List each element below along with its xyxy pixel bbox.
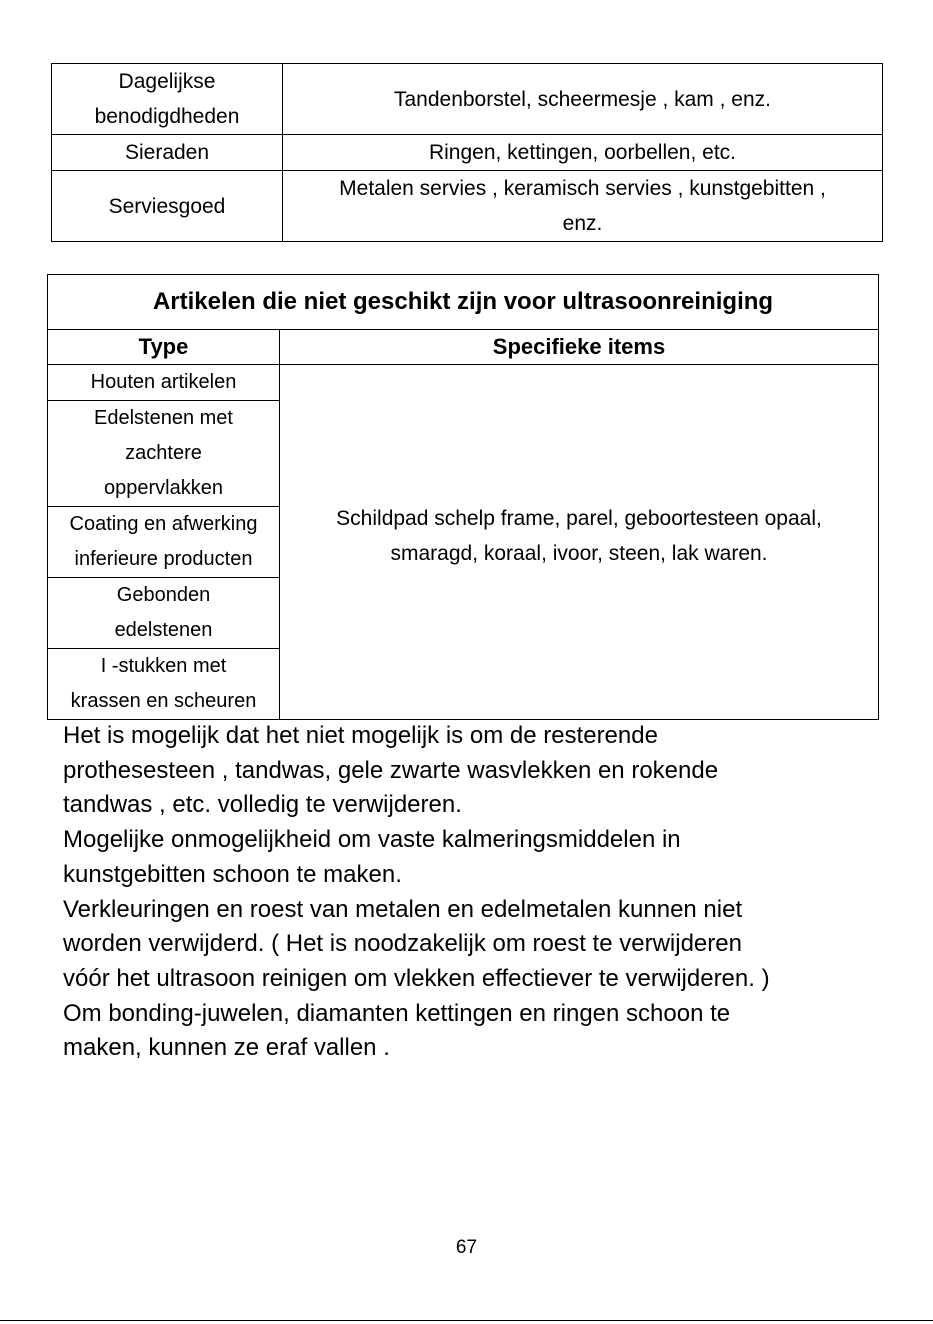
table-row [52, 171, 883, 242]
items-cell: Tandenborstel, scheermesje , kam , enz. [283, 64, 883, 135]
header-items: Specifieke items [280, 330, 879, 365]
unsuitable-items-table [47, 274, 879, 720]
header-type: Type [48, 330, 280, 365]
table-header-row [48, 330, 879, 365]
note-paragraph: Om bonding-juwelen, diamanten kettingen en ringen schoon te maken, kunnen ze eraf vallen . [63, 999, 731, 1062]
type-cell: Edelstenen met zachtere oppervlakken [48, 401, 280, 507]
type-cell: Coating en afwerking inferieure producten [48, 507, 280, 578]
table-title: Artikelen die niet geschikt zijn voor ultrasoonreiniging [48, 275, 879, 330]
note-paragraph: Het is mogelijk dat het niet mogelijk is om de resterende prothesesteen , tandwas, gele zwarte wasvlekken en rokende tandwas , etc. volledig te verwijderen. [63, 722, 719, 819]
table-row [52, 64, 883, 135]
items-cell: Ringen, kettingen, oorbellen, etc. [283, 135, 883, 171]
table-row [52, 135, 883, 171]
type-cell: Dagelijkse benodigdheden [52, 64, 283, 135]
suitable-items-table [51, 63, 883, 242]
type-cell: Gebonden edelstenen [48, 578, 280, 649]
page-number: 67 [455, 1237, 478, 1258]
type-cell: Houten artikelen [48, 365, 280, 401]
type-cell: Sieraden [52, 135, 283, 171]
type-cell: Serviesgoed [52, 171, 283, 242]
table-title-row [48, 275, 879, 330]
bottom-divider [0, 1320, 933, 1321]
table-row [48, 365, 879, 401]
note-paragraph: Verkleuringen en roest van metalen en edelmetalen kunnen niet worden verwijderd. ( Het is noodzakelijk om roest te verwijderen vóór het ultrasoon reinigen om vlekken effectiever te verwijderen. ) [63, 895, 770, 992]
items-cell: Schildpad schelp frame, parel, geboortesteen opaal, smaragd, koraal, ivoor, steen, lak waren. [280, 365, 879, 720]
notes-section [63, 719, 883, 1066]
type-cell: I -stukken met krassen en scheuren [48, 649, 280, 720]
note-paragraph: Mogelijke onmogelijkheid om vaste kalmeringsmiddelen in kunstgebitten schoon te maken. [63, 826, 681, 888]
items-cell: Metalen servies , keramisch servies , kunstgebitten , enz. [283, 171, 883, 242]
